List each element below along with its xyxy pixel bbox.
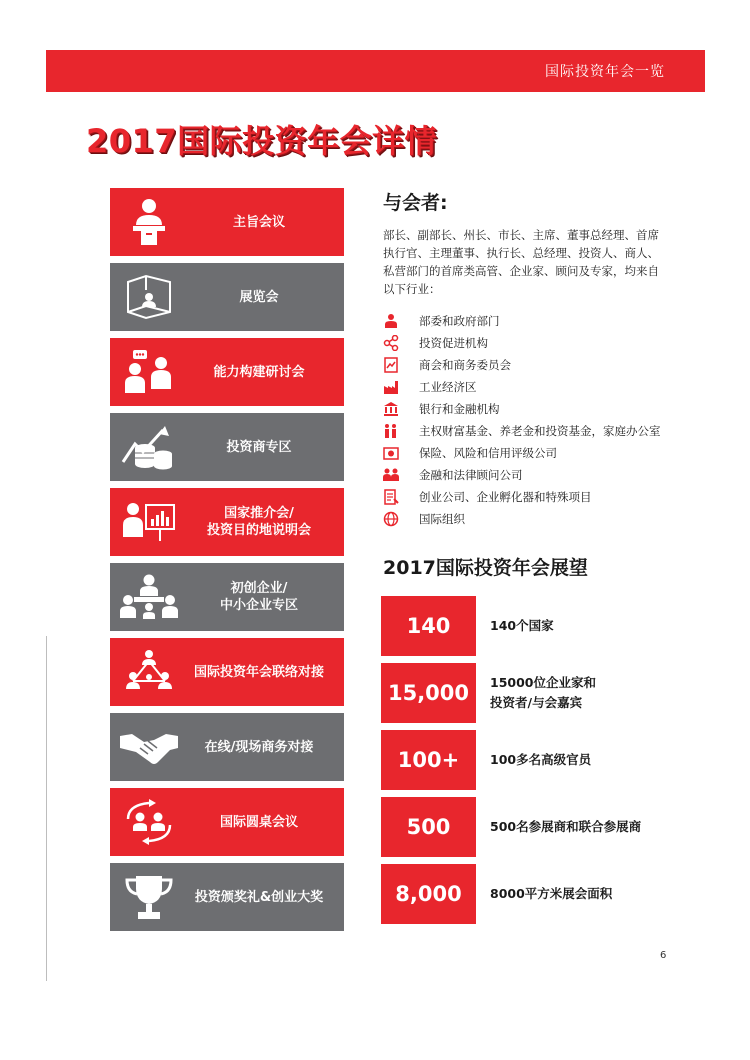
industry-label: 创业公司、企业孵化器和特殊项目: [419, 490, 592, 504]
handshake-icon: [110, 713, 188, 781]
tile-awards: [110, 863, 344, 931]
trophy-icon: [110, 863, 188, 931]
stat-label: 8000平方米展会面积: [490, 886, 613, 901]
discussion-people-icon: [110, 338, 188, 406]
tile-label: 在线/现场商务对接: [204, 739, 314, 755]
tile-investor-zone: [110, 413, 344, 481]
stat-row: [381, 730, 691, 790]
stat-row: [381, 864, 691, 924]
tile-label: 初创企业/ 中小企业专区: [219, 581, 298, 613]
share-network-icon: [383, 335, 399, 351]
presentation-board-icon: [110, 488, 188, 556]
tile-label: 展览会: [239, 289, 279, 305]
attendees-title: 与会者:: [383, 192, 448, 214]
industry-label: 银行和金融机构: [419, 402, 500, 416]
list-item: [383, 332, 683, 354]
tile-roundtable: [110, 788, 344, 856]
tile-keynote: [110, 188, 344, 256]
list-item: [383, 376, 683, 398]
header-band-label: 国际投资年会一览: [545, 64, 665, 80]
family-icon: [383, 423, 399, 439]
insurance-icon: [383, 445, 399, 461]
network-people-icon: [110, 638, 188, 706]
tile-country-presentation: [110, 488, 344, 556]
industry-list: [383, 310, 683, 530]
list-item: [383, 442, 683, 464]
header-band: [46, 50, 705, 92]
meeting-table-icon: [110, 563, 188, 631]
left-margin-rule: [46, 636, 47, 981]
stat-label: 140个国家: [490, 618, 554, 633]
stat-value: 8,000: [381, 864, 476, 924]
tile-capacity-workshop: [110, 338, 344, 406]
industry-label: 主权财富基金、养老金和投资基金，家庭办公室: [419, 424, 661, 438]
factory-icon: [383, 379, 399, 395]
tile-label: 投资商专区: [226, 439, 292, 455]
stat-label: 100多名高级官员: [490, 752, 592, 767]
tile-label: 投资颁奖礼&创业大奖: [194, 889, 324, 905]
industry-label: 部委和政府部门: [419, 314, 500, 328]
industry-label: 投资促进机构: [419, 336, 488, 350]
tile-business-matchmaking: [110, 713, 344, 781]
industry-label: 保险、风险和信用评级公司: [419, 446, 557, 460]
activity-tiles: [110, 188, 344, 938]
stat-value: 100+: [381, 730, 476, 790]
page-number: 6: [660, 950, 667, 961]
page-title: 2017国际投资年会详情: [86, 122, 438, 160]
stat-label: 500名参展商和联合参展商: [490, 819, 642, 834]
stat-row: [381, 797, 691, 857]
stat-row: [381, 596, 691, 656]
outlook-title: 2017国际投资年会展望: [383, 557, 588, 579]
government-icon: [383, 313, 399, 329]
tile-startup-zone: [110, 563, 344, 631]
speaker-podium-icon: [110, 188, 188, 256]
document-chart-icon: [383, 357, 399, 373]
tile-label: 主旨会议: [232, 214, 285, 230]
industry-label: 金融和法律顾问公司: [419, 468, 523, 482]
coins-growth-icon: [110, 413, 188, 481]
advisors-icon: [383, 467, 399, 483]
industry-label: 工业经济区: [419, 380, 477, 394]
stat-row: [381, 663, 691, 723]
list-item: [383, 310, 683, 332]
globe-icon: [383, 511, 399, 527]
list-item: [383, 420, 683, 442]
stat-value: 15,000: [381, 663, 476, 723]
tile-label: 国际投资年会联络对接: [193, 664, 324, 680]
tile-networking: [110, 638, 344, 706]
exhibition-booth-icon: [110, 263, 188, 331]
tile-exhibition: [110, 263, 344, 331]
industry-label: 商会和商务委员会: [419, 358, 511, 372]
list-item: [383, 486, 683, 508]
stat-value: 140: [381, 596, 476, 656]
list-item: [383, 464, 683, 486]
stat-label: 15000位企业家和 投资者/与会嘉宾: [490, 675, 596, 710]
stat-value: 500: [381, 797, 476, 857]
attendees-description: 部长、副部长、州长、市长、主席、董事总经理、首席执行官、主理董事、执行长、总经理、投资人、商人、私营部门的首席类高管、企业家、顾问及专家，均来自以下行业：: [383, 228, 659, 296]
tile-label: 国家推介会/ 投资目的地说明会: [206, 506, 311, 538]
industry-label: 国际组织: [419, 512, 465, 526]
list-item: [383, 508, 683, 530]
roundtable-icon: [110, 788, 188, 856]
startup-icon: [383, 489, 399, 505]
list-item: [383, 398, 683, 420]
bank-icon: [383, 401, 399, 417]
list-item: [383, 354, 683, 376]
outlook-stats: [381, 596, 691, 931]
tile-label: 国际圆桌会议: [219, 814, 298, 830]
tile-label: 能力构建研讨会: [213, 364, 305, 380]
